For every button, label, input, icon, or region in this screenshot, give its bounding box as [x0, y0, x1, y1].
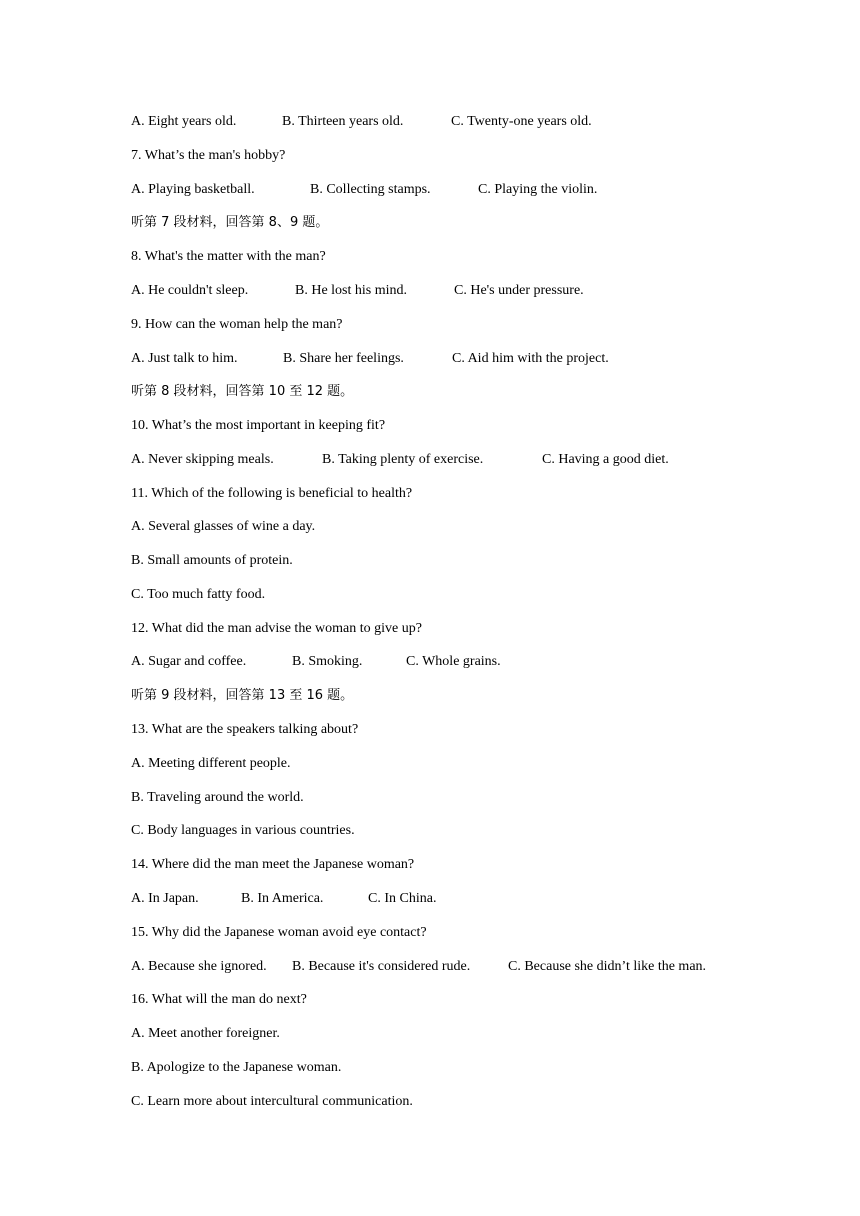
option-a: A. Just talk to him.: [131, 351, 238, 366]
question-15: 15. Why did the Japanese woman avoid eye contact?: [131, 925, 427, 940]
option-b: B. He lost his mind.: [295, 283, 408, 298]
option-b: B. Traveling around the world.: [131, 790, 304, 805]
option-a: A. He couldn't sleep.: [131, 283, 249, 298]
section-heading: 听第 7 段材料，回答第 8、9 题。: [131, 215, 329, 230]
option-a: A. Playing basketball.: [131, 182, 255, 197]
option-a: A. Sugar and coffee.: [131, 654, 247, 669]
question-10: 10. What’s the most important in keeping fit?: [131, 418, 386, 433]
question-7: 7. What’s the man's hobby?: [131, 148, 286, 163]
option-c: C. Learn more about intercultural communication.: [131, 1094, 413, 1109]
option-a: A. Never skipping meals.: [131, 452, 274, 467]
option-c: C. He's under pressure.: [454, 283, 584, 298]
question-12: 12. What did the man advise the woman to give up?: [131, 621, 422, 636]
option-b: B. Thirteen years old.: [282, 114, 404, 129]
option-b: B. Smoking.: [292, 654, 363, 669]
option-b: B. Because it's considered rude.: [292, 959, 471, 974]
question-8: 8. What's the matter with the man?: [131, 249, 326, 264]
option-a: A. Meeting different people.: [131, 756, 291, 771]
question-11: 11. Which of the following is beneficial to health?: [131, 486, 413, 501]
option-c: C. Too much fatty food.: [131, 587, 266, 602]
option-a: A. Because she ignored.: [131, 959, 267, 974]
option-b: B. Small amounts of protein.: [131, 553, 293, 568]
option-c: C. Having a good diet.: [542, 452, 669, 467]
question-13: 13. What are the speakers talking about?: [131, 722, 359, 737]
option-a: A. In Japan.: [131, 891, 199, 906]
option-b: B. Share her feelings.: [283, 351, 404, 366]
question-16: 16. What will the man do next?: [131, 992, 307, 1007]
option-c: C. Body languages in various countries.: [131, 823, 355, 838]
option-c: C. In China.: [368, 891, 437, 906]
question-9: 9. How can the woman help the man?: [131, 317, 343, 332]
option-c: C. Because she didn’t like the man.: [508, 959, 707, 974]
section-heading: 听第 9 段材料，回答第 13 至 16 题。: [131, 688, 354, 703]
option-c: C. Playing the violin.: [478, 182, 598, 197]
option-b: B. Taking plenty of exercise.: [322, 452, 484, 467]
option-c: C. Aid him with the project.: [452, 351, 609, 366]
question-14: 14. Where did the man meet the Japanese woman?: [131, 857, 415, 872]
option-b: B. In America.: [241, 891, 324, 906]
section-heading: 听第 8 段材料，回答第 10 至 12 题。: [131, 384, 354, 399]
option-a: A. Eight years old.: [131, 114, 237, 129]
option-a: A. Meet another foreigner.: [131, 1026, 280, 1041]
option-a: A. Several glasses of wine a day.: [131, 519, 316, 534]
option-c: C. Whole grains.: [406, 654, 501, 669]
option-b: B. Apologize to the Japanese woman.: [131, 1060, 342, 1075]
option-c: C. Twenty-one years old.: [451, 114, 592, 129]
option-b: B. Collecting stamps.: [310, 182, 431, 197]
